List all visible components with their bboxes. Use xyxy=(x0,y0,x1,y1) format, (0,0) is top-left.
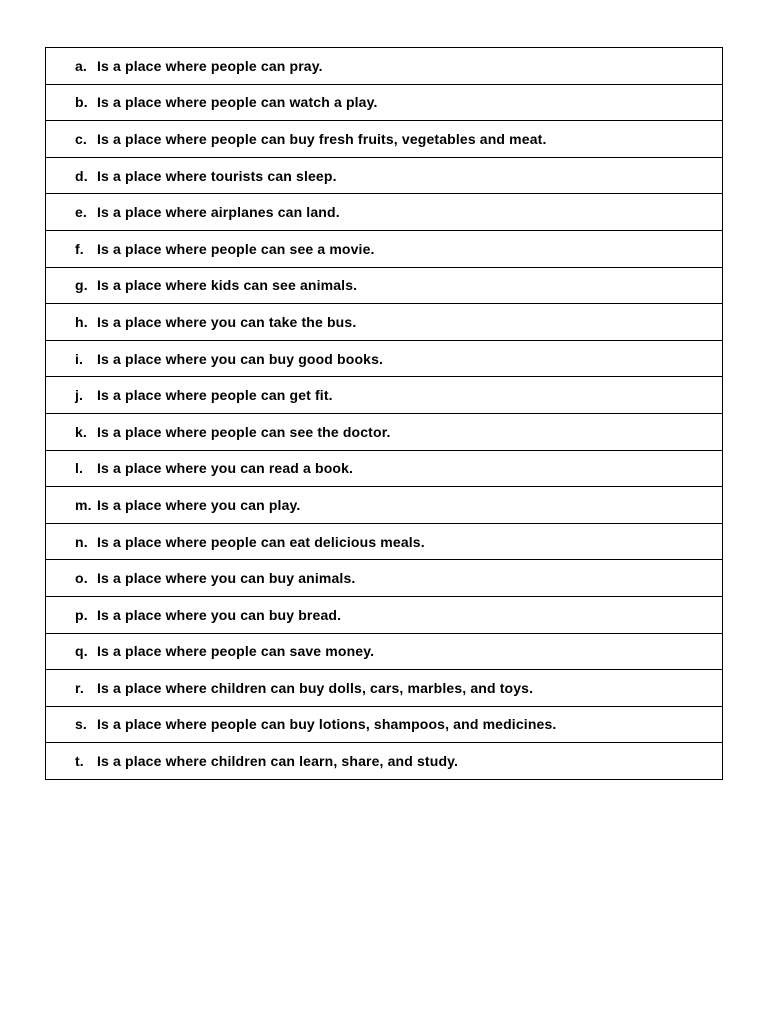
item-text: Is a place where people can eat delicious meals. xyxy=(97,533,425,550)
item-letter: o. xyxy=(75,570,88,587)
item-letter: j. xyxy=(75,387,84,404)
table-row xyxy=(46,304,722,341)
item-text: Is a place where children can learn, share, and study. xyxy=(97,753,459,770)
table-row xyxy=(46,524,722,561)
item-text: Is a place where you can take the bus. xyxy=(97,313,357,330)
item-letter: f. xyxy=(75,240,84,257)
item-letter: c. xyxy=(75,130,87,147)
item-text: Is a place where you can buy bread. xyxy=(97,606,342,623)
item-text: Is a place where children can buy dolls, cars, marbles, and toys. xyxy=(97,679,534,696)
item-text: Is a place where people can buy lotions, shampoos, and medicines. xyxy=(97,716,557,733)
item-text: Is a place where people can buy fresh fruits, vegetables and meat. xyxy=(97,130,547,147)
item-letter: q. xyxy=(75,643,88,660)
item-text: Is a place where you can buy animals. xyxy=(97,570,356,587)
item-letter: l. xyxy=(75,460,84,477)
item-text: Is a place where people can see a movie. xyxy=(97,240,375,257)
table-row xyxy=(46,268,722,305)
item-text: Is a place where you can play. xyxy=(97,496,301,513)
table-row xyxy=(46,341,722,378)
table-row xyxy=(46,487,722,524)
item-text: Is a place where airplanes can land. xyxy=(97,204,340,221)
item-letter: b. xyxy=(75,94,88,111)
item-letter: m. xyxy=(75,496,92,513)
worksheet-table xyxy=(45,47,723,780)
item-letter: p. xyxy=(75,606,88,623)
item-letter: d. xyxy=(75,167,88,184)
item-letter: s. xyxy=(75,716,87,733)
table-row xyxy=(46,377,722,414)
table-row xyxy=(46,158,722,195)
item-letter: h. xyxy=(75,313,88,330)
table-row xyxy=(46,231,722,268)
table-row xyxy=(46,194,722,231)
item-text: Is a place where people can save money. xyxy=(97,643,375,660)
table-row xyxy=(46,670,722,707)
item-text: Is a place where you can read a book. xyxy=(97,460,354,477)
item-text: Is a place where you can buy good books. xyxy=(97,350,384,367)
table-row xyxy=(46,414,722,451)
table-row xyxy=(46,451,722,488)
item-text: Is a place where kids can see animals. xyxy=(97,277,358,294)
item-letter: a. xyxy=(75,57,87,74)
item-text: Is a place where people can get fit. xyxy=(97,387,333,404)
table-row xyxy=(46,743,722,780)
item-letter: k. xyxy=(75,423,87,440)
item-letter: i. xyxy=(75,350,84,367)
table-row xyxy=(46,634,722,671)
item-letter: n. xyxy=(75,533,88,550)
item-text: Is a place where people can watch a play. xyxy=(97,94,378,111)
table-row xyxy=(46,597,722,634)
item-letter: r. xyxy=(75,679,84,696)
item-letter: t. xyxy=(75,753,84,770)
item-text: Is a place where tourists can sleep. xyxy=(97,167,337,184)
table-row xyxy=(46,121,722,158)
table-row xyxy=(46,85,722,122)
table-row xyxy=(46,560,722,597)
table-row xyxy=(46,707,722,744)
table-row xyxy=(46,48,722,85)
item-text: Is a place where people can pray. xyxy=(97,57,323,74)
item-letter: e. xyxy=(75,204,87,221)
item-text: Is a place where people can see the doctor. xyxy=(97,423,391,440)
item-letter: g. xyxy=(75,277,88,294)
